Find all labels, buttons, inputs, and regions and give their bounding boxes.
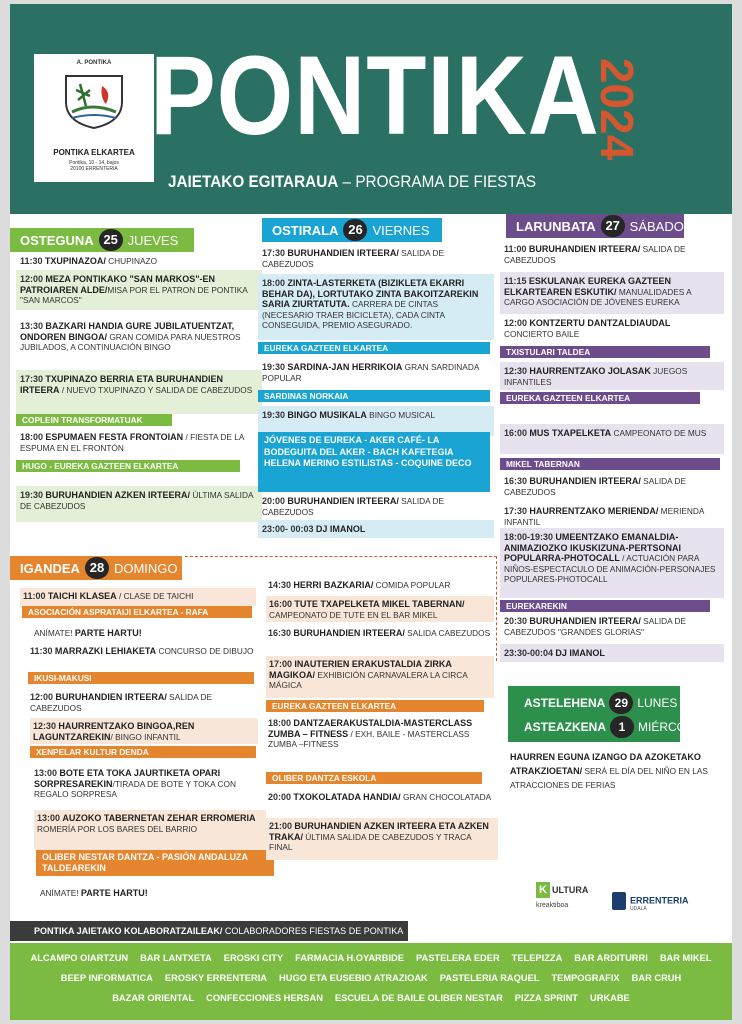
event (34, 628, 234, 639)
event-desc: COMIDA POPULAR (373, 580, 451, 590)
organizer-bar: EUREKA GAZTEEN ELKARTEA (500, 392, 700, 404)
day-number: 28 (85, 557, 109, 579)
event-time: 12:00 (504, 318, 528, 328)
organizer-bar: EUREKA GAZTEEN ELKARTEA (266, 700, 484, 712)
event (268, 792, 494, 803)
event-desc: ROMERÍA POR LOS BARES DEL BARRIO (37, 823, 198, 834)
page-title: PONTIKA (150, 33, 600, 158)
event-desc: MISA POR EL PATRON DE PONTIKA "SAN MARCOS" (20, 284, 248, 305)
sponsor-name: PASTELERA EDER (415, 953, 500, 963)
day-header-ostirala (262, 218, 442, 242)
sponsor-name: TEMPOGRAFIX (551, 973, 620, 983)
logo-address-line: 20100 ERRENTERIA (70, 166, 118, 172)
organizer-bar: MIKEL TABERNAN (500, 458, 720, 470)
event-time: 21:00 (269, 821, 293, 831)
event (20, 588, 256, 606)
event (504, 244, 722, 265)
event-time: 18:00 (262, 278, 286, 288)
organizer-bar: ASOCIACIÓN ASPRATAIJI ELKARTEA - RAFA (22, 606, 252, 618)
logo-address (34, 160, 154, 172)
day-name: ASTEAZKENA (524, 720, 607, 734)
divider (496, 556, 497, 661)
day-number: 1 (610, 716, 634, 738)
sponsor-row (10, 993, 732, 1003)
event-time: 12:30 (504, 366, 528, 376)
event (258, 520, 494, 538)
organizer-bar: OLIBER NESTAR DANTZA - PASIÓN ANDALUZA TALDEAREKIN (36, 850, 274, 876)
event (30, 646, 256, 657)
event-title: TXUPINAZOA/ (44, 256, 106, 266)
event (500, 528, 724, 598)
event-desc: GRAN SARDINADA POPULAR (262, 362, 479, 383)
day-name-es: VIERNES (372, 222, 430, 238)
day-name-es: JUEVES (127, 232, 179, 248)
organizer-bar: EUREKA GAZTEEN ELKARTEA (258, 342, 490, 354)
sponsor-name: TELEPIZZA (511, 953, 563, 963)
event-title: BURUHANDIEN AZKEN IRTEERA/ (45, 490, 191, 500)
event (20, 321, 258, 353)
errenteria-logo (612, 892, 689, 910)
day-header-larunbata (506, 214, 684, 238)
event-time: 20:30 (504, 616, 528, 626)
event-time: 13:00 (34, 768, 58, 778)
event (268, 580, 494, 591)
event-time: 19:30 (262, 362, 286, 372)
event-desc: SALIDA DE CABEZUDOS (504, 476, 687, 497)
year: 2024 (591, 57, 643, 161)
day-header-igandea (10, 556, 182, 580)
event-time: 13:00 (37, 813, 61, 823)
event-time: 12:00 (20, 274, 44, 284)
day-line (524, 716, 709, 738)
sponsor-row (10, 973, 732, 983)
event-time: 11:30 (20, 256, 43, 266)
sponsors-title: PONTIKA JAIETAKO KOLABORATZAILEAK/ (34, 926, 223, 936)
event (262, 496, 492, 517)
organizer-bar: JÓVENES DE EUREKA - AKER CAFÉ- LA BODEGUITA DEL AKER - BACH KAFETEGIA HELENA MERINO ESTILISTAS - COQUINE DECO (258, 432, 490, 492)
day-name: ASTELEHENA (524, 696, 606, 710)
event-title: BAZKARI HANDIA GURE JUBILATUENTZAT, ONDOREN BINGOA/ (20, 321, 235, 342)
event-time: 23:00- 00:03 (262, 524, 314, 534)
event-title: HAURRENTZAKO BINGOA,REN LAGUNTZAREKIN (33, 721, 195, 742)
event-desc: CAMPEONATO DE MUS (613, 428, 707, 438)
event-desc: ÚLTIMA SALIDA DE CABEZUDOS (20, 490, 254, 511)
event-time: 23:30-00:04 (504, 648, 554, 658)
event-desc: CAMPEONATO DE TUTE EN EL BAR MIKEL (269, 609, 438, 620)
event-desc: ÚLTIMA SALIDA DE CABEZUDOS Y TRACA FINAL (269, 831, 472, 852)
event-time: 20:00 (268, 792, 292, 802)
event-title: BURUHANDIEN AZKEN IRTEERA ETA AZKEN TRAKA/ (269, 821, 489, 842)
event (504, 318, 722, 339)
sponsor-name: PASTELERIA RAQUEL (439, 973, 540, 983)
sponsors-list (10, 943, 732, 1020)
event-title: BURUHANDIEN IRTEERA/ (55, 692, 167, 702)
logo-top-text: A. PONTIKA (76, 60, 112, 66)
day-name-es: SÁBADO (629, 218, 684, 234)
event-title: INAUTERIEN ERAKUSTALDIA ZIRKA MAGIKOA/ (269, 659, 452, 680)
cta-text: ANÍMATE! (40, 888, 81, 898)
event-title: HAURREN EGUNA IZANGO DA AZOKETAKO ATRAKZIOETAN/ (510, 752, 701, 776)
day-header-osteguna (10, 228, 194, 252)
sponsors-title-es: COLABORADORES FIESTAS DE PONTIKA (222, 926, 404, 936)
cta-text: ANÍMATE! (34, 628, 75, 638)
shield-icon (62, 72, 126, 130)
event (20, 432, 258, 453)
event (268, 628, 494, 639)
event-title: DANTZAERAKUSTALDIA-MASTERCLASS ZUMBA – FITNESS (268, 718, 473, 739)
event (262, 362, 492, 383)
event (266, 656, 494, 698)
event (40, 888, 240, 899)
event-title: BURUHANDIEN IRTEERA/ (293, 628, 405, 638)
event-desc: SALIDA DE CABEZUDOS "GRANDES GLORIAS" (504, 616, 687, 637)
organizer-bar: XENPELAR KULTUR DENDA (30, 746, 256, 758)
day-name-es: MIÉRCOLES (638, 720, 709, 734)
event-time: 11:00 (23, 591, 46, 601)
event-title: BURUHANDIEN IRTEERA/ (529, 616, 641, 626)
sponsor-name: EROSKY ERRENTERIA (164, 973, 268, 983)
event (20, 256, 256, 267)
event (500, 424, 724, 454)
sponsor-name: ALCAMPO OIARTZUN (30, 953, 129, 963)
event-title: HAURRENTZAKO MERIENDA/ (529, 506, 659, 516)
event-title: UMEENTZAKO EMANALDIA-ANIMAZIOZKO IKUSKIZUNA-PERTSONAI POPULARRA-PHOTOCALL (504, 532, 681, 563)
event-desc: / EXH. BAILE - MASTERCLASS ZUMBA –FITNESS (268, 728, 470, 749)
event-desc: GRAN CHOCOLATADA (402, 792, 492, 802)
subtitle-es: PROGRAMA DE FIESTAS (355, 172, 537, 191)
day-number: 29 (609, 692, 633, 714)
event-title: BOTE ETA TOKA JAURTIKETA OPARI SORPRESAREKIN (34, 768, 221, 789)
event-title: TXOKOLATADA HANDIA/ (293, 792, 401, 802)
event-title: ZINTA-LASTERKETA (BIZIKLETA EKARRI BEHAR DA), LORTUTAKO ZINTA BAKOITZAREKIN SARIA ZIURTATUTA. (262, 278, 479, 309)
kultura-text: ULTURA (552, 885, 589, 895)
event-desc: JUEGOS INFANTILES (504, 366, 688, 387)
day-name-es: LUNES & (637, 696, 689, 710)
sponsor-name: BAR MIKEL (659, 953, 712, 963)
event (30, 692, 256, 713)
event-time: 18:00 (20, 432, 44, 442)
event (504, 616, 722, 637)
event-time: 11:15 (504, 276, 527, 286)
cta-text: PARTE HARTU! (80, 888, 148, 898)
event (268, 718, 494, 750)
event-desc: CONCIERTO BAILE (504, 328, 580, 339)
sponsor-name: FARMACIA H.OYARBIDE (295, 953, 404, 963)
sponsor-name: URKABE (589, 993, 630, 1003)
event (258, 274, 494, 340)
sponsor-name: BAR LANTXETA (140, 953, 212, 963)
event-time: 16:00 (269, 599, 293, 609)
logo-name: PONTIKA ELKARTEA (53, 148, 135, 157)
event (16, 486, 262, 522)
event-time: 20:00 (262, 496, 286, 506)
organizer-bar: SARDINAS NORKAIA (258, 390, 490, 402)
event-desc: MANUALIDADES A CARGO ASOCIACIÓN DE JÓVENES EUREKA (504, 286, 692, 307)
day-name-es: DOMINGO (113, 560, 178, 576)
day-name: IGANDEA (20, 560, 80, 576)
event-desc: SALIDA DE CABEZUDOS (504, 244, 686, 265)
kultura-logo (536, 882, 589, 909)
divider (185, 556, 497, 557)
event-desc: CHUPINAZO (105, 256, 158, 266)
event-title: MEZA PONTIKAKO "SAN MARKOS"-EN PATROIAREN ALDE/ (20, 274, 216, 295)
organizer-bar: COPLEIN TRANSFORMATUAK (16, 414, 172, 426)
event-desc: / BINGO INFANTIL (110, 731, 181, 742)
event (500, 272, 724, 314)
event (266, 818, 498, 860)
event-time: 18:00 (268, 718, 292, 728)
event-desc: BINGO MUSICAL (369, 410, 436, 420)
day-name: OSTEGUNA (20, 232, 94, 248)
event-title: TXUPINAZO BERRIA ETA BURUHANDIEN IRTEERA (20, 374, 224, 395)
event-title: HERRI BAZKARIA/ (293, 580, 374, 590)
event-desc: / ACTUACIÓN PARA NIÑOS-ESPECTACULO DE ANIMACIÓN-PERSONAJES POPULARES-PHOTOCALL (504, 553, 716, 584)
event-desc: EXHIBICIÓN CARNAVALERA LA CIRCA MÁGICA (269, 669, 468, 690)
sponsor-name: HUGO ETA EUSEBIO ATRAZIOAK (279, 973, 428, 983)
subtitle (168, 172, 536, 192)
event-title: HAURRENTZAKO JOLASAK (529, 366, 651, 376)
organizer-bar: IKUSI-MAKUSI (28, 672, 254, 684)
errenteria-text: ERRENTERIA (630, 895, 689, 906)
event-time: 12:30 (33, 721, 57, 731)
event-time: 18:00-19:30 (504, 532, 554, 542)
day-header-astelehena (508, 686, 709, 742)
event-desc: CONCURSO DE DIBUJO (158, 646, 254, 656)
day-number: 26 (343, 219, 367, 241)
event-title: BURUHANDIEN IRTEERA/ (287, 496, 399, 506)
event-desc: MERIENDA INFANTIL (504, 506, 704, 527)
event-desc: CARRERA DE CINTAS (NECESARIO TRAER BICICLETA), CADA CINTA CONSEGUIDA, PREMIO ASEGURADO. (262, 299, 445, 330)
day-number: 27 (601, 215, 625, 237)
organizer-bar: OLIBER DANTZA ESKOLA (266, 772, 482, 784)
event (266, 596, 494, 622)
day-name: LARUNBATA (516, 218, 596, 234)
poster (10, 4, 732, 1020)
event-time: 17:30 (20, 374, 44, 384)
event-desc: / CLASE DE TAICHI (116, 591, 194, 601)
event-time: 17:00 (269, 659, 293, 669)
event (30, 718, 258, 744)
organizer-bar: HUGO - EUREKA GAZTEEN ELKARTEA (16, 460, 240, 472)
pontika-logo (34, 54, 154, 182)
sponsor-name: EROSKI CITY (223, 953, 284, 963)
event-time: 17:30 (262, 248, 286, 258)
event-title: BURUHANDIEN IRTEERA/ (287, 248, 399, 258)
event-title: DJ IMANOL (315, 524, 366, 534)
event-desc: SALIDA CABEZUDOS (407, 628, 491, 638)
errenteria-sub: UDALA (630, 906, 647, 912)
subtitle-eu: JAIETAKO EGITARAUA (168, 172, 339, 191)
event-title: MARRAZKI LEHIAKETA (54, 646, 157, 656)
header (10, 4, 732, 214)
event-time: 19:30 (20, 490, 44, 500)
event-time: 11:00 (504, 244, 527, 254)
event-desc: / FIESTA DE LA ESPUMA EN EL FRONTÓN (20, 432, 244, 453)
event (16, 370, 262, 414)
event-time: 14:30 (268, 580, 292, 590)
sponsors-header (10, 921, 408, 941)
event-title: SARDINA-JAN HERRIKOIA (287, 362, 403, 372)
event-time: 16:30 (504, 476, 528, 486)
event-desc: SALIDA DE CABEZUDOS (262, 496, 445, 517)
event-time: 13:30 (20, 321, 44, 331)
sponsor-name: BEEP INFORMATICA (60, 973, 153, 983)
errenteria-shield-icon (612, 892, 626, 910)
sponsor-name: PIZZA SPRINT (514, 993, 578, 1003)
kultura-k-icon: K (536, 882, 550, 898)
day-name: OSTIRALA (272, 222, 339, 238)
organizer-bar: EUREKAREKIN (500, 600, 710, 612)
day-line (524, 692, 689, 714)
event (504, 506, 722, 527)
year-box (591, 34, 643, 184)
sponsor-name: BAZAR ORIENTAL (112, 993, 195, 1003)
event-time: 16:00 (504, 428, 528, 438)
event-title: KONTZERTU DANTZALDIAUDAL (529, 318, 671, 328)
logo-address-line: Pontika, 10 - 14, bajos (69, 160, 119, 166)
event-time: 11:30 (30, 646, 53, 656)
event-title: BURUHANDIEN IRTEERA/ (529, 476, 641, 486)
event (262, 248, 492, 269)
day-number: 25 (99, 229, 123, 251)
sponsor-name: BAR ARDITURRI (574, 953, 648, 963)
event-title: TAICHI KLASEA (47, 591, 117, 601)
sponsor-row (10, 953, 732, 963)
event (500, 362, 724, 390)
event (34, 810, 266, 850)
event (34, 768, 256, 800)
sponsor-name: CONFECCIONES HERSAN (206, 993, 323, 1003)
event-title: MUS TXAPELKETA (529, 428, 612, 438)
event-title: ESKULANAK EUREKA GAZTEEN ELKARTEAREN ESKUTIK/ (504, 276, 672, 297)
event-title: TUTE TXAPELKETA MIKEL TABERNAN/ (294, 599, 465, 609)
event-time: 19:30 (262, 410, 286, 420)
cta-text: PARTE HARTU! (74, 628, 142, 638)
kultura-sub: kreaktiboa (536, 902, 569, 909)
event-desc: /TIRADA DE BOTE Y TOKA CON REGALO SORPRESA (34, 778, 236, 799)
sponsor-name: BAR CRUH (631, 973, 682, 983)
organizer-bar: TXISTULARI TALDEA (500, 346, 710, 358)
event-title: ESPUMAEN FESTA FRONTOIAN (45, 432, 184, 442)
subtitle-sep: – (338, 172, 356, 191)
event-time: 12:00 (30, 692, 54, 702)
event-title: AUZOKO TABERNETAN ZEHAR ERROMERIA (62, 813, 256, 823)
event-desc: SALIDA DE CABEZUDOS (262, 248, 445, 269)
event (504, 476, 722, 497)
event (510, 750, 710, 792)
event (16, 270, 262, 310)
event-time: 17:30 (504, 506, 528, 516)
event-desc: GRAN COMIDA PARA NUESTROS JUBILADOS, A CONTINUACIÓN BINGO (20, 331, 241, 352)
event-desc: SERÁ EL DÍA DEL NIÑO EN LAS ATRACCIONES DE FERIAS (510, 766, 708, 790)
event-time: 16:30 (268, 628, 292, 638)
event-title: BINGO MUSIKALA (287, 410, 367, 420)
event (500, 644, 724, 662)
event-title: DJ IMANOL (555, 648, 605, 658)
event-title: BURUHANDIEN IRTEERA/ (528, 244, 641, 254)
event-desc: / NUEVO TXUPINAZO Y SALIDA DE CABEZUDOS (59, 384, 253, 395)
event-desc: SALIDA DE CABEZUDOS (30, 692, 213, 713)
sponsor-name: ESCUELA DE BAILE OLIBER NESTAR (334, 993, 503, 1003)
